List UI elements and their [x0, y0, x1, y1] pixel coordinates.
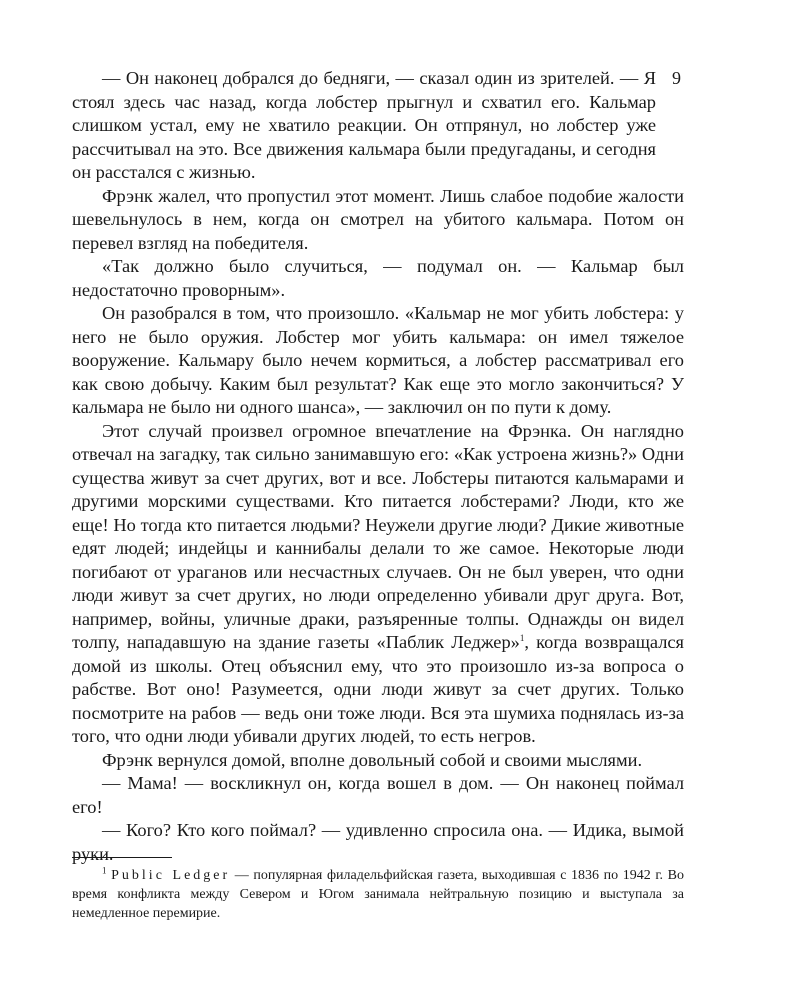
footnote-divider	[72, 857, 172, 858]
paragraph-5-continuation: , когда возвращался домой из школы. Отец объяснил ему, что это произошло из-за вопроса о рабстве. Вот оно! Разумеется, одни люди живут за счет других. Только посмотрите на рабов — ведь они тоже люди. Вся эта шумиха поднялась из-за того, что одни люди убивали других людей, то есть негров.	[72, 632, 684, 746]
footnote	[72, 866, 684, 923]
main-text	[72, 67, 684, 866]
paragraph-8: — Кого? Кто кого поймал? — удивленно спросила она. — Идика, вымой руки.	[72, 820, 684, 864]
paragraph-5-text: Этот случай произвел огромное впечатление на Фрэнка. Он наглядно отвечал на загадку, так сильно занимавшую его: «Как устроена жизнь?» Одни существа живут за счет других, вот и все. Лобстеры питаются кальмарами и другими морскими существами. Кто питается лобстерами? Люди, кто же еще! Но тогда кто питается людьми? Неужели другие люди? Дикие животные едят людей; индейцы и каннибалы делали то же самое. Некоторые люди погибают от ураганов или несчастных случаев. Он не был уверен, что одни люди живут за счет других, но люди определенно убивали друг друга. Вот, например, войны, уличные драки, разъяренные толпы. Однажды он видел толпу, нападавшую на здание газеты «Паблик Леджер»	[72, 420, 684, 652]
footnote-text: — популярная филадельфийская газета, выходившая с 1836 по 1942 г. Во время конфликта между Севером и Югом занимала нейтральную позицию и выступала за немедленное перемирие.	[72, 868, 685, 921]
paragraph-4: Он разобрался в том, что произошло. «Кальмар не мог убить лобстера: у него не было оружия. Лобстер мог убить кальмара: он имел тяжелое вооружение. Кальмару было нечем кормиться, а лобстер рассматривал его как свою добычу. Каким был результат? Как еще это могло закончиться? У кальмара не было ни одного шанса», — заключил он по пути к дому.	[72, 303, 684, 417]
paragraph-5	[72, 420, 684, 749]
paragraph-2: Фрэнк жалел, что пропустил этот момент. Лишь слабое подобие жалости шевельнулось в нем, когда он смотрел на убитого кальмара. Потом он перевел взгляд на победителя.	[72, 185, 684, 253]
paragraph-3: «Так должно было случиться, — подумал он. — Кальмар был недостаточно проворным».	[72, 256, 684, 300]
paragraph-1: — Он наконец добрался до бедняги, — сказал один из зрителей. — Я стоял здесь час назад, когда лобстер прыгнул и схватил его. Кальмар слишком устал, ему не хватило реакции. Он отпрянул, но лобстер уже рассчитывал на это. Все движения кальмара были предугаданы, и сегодня он расстался с жизнью.	[72, 68, 656, 182]
footnote-marker: 1	[102, 865, 107, 876]
paragraph-7: — Мама! — воскликнул он, когда вошел в дом. — Он наконец поймал его!	[72, 773, 684, 817]
footnote-term: Public Ledger	[111, 868, 231, 883]
page-number: 9	[672, 68, 681, 88]
paragraph-6: Фрэнк вернулся домой, вполне довольный собой и своими мыслями.	[102, 749, 643, 770]
footnote-reference: 1	[519, 632, 525, 643]
